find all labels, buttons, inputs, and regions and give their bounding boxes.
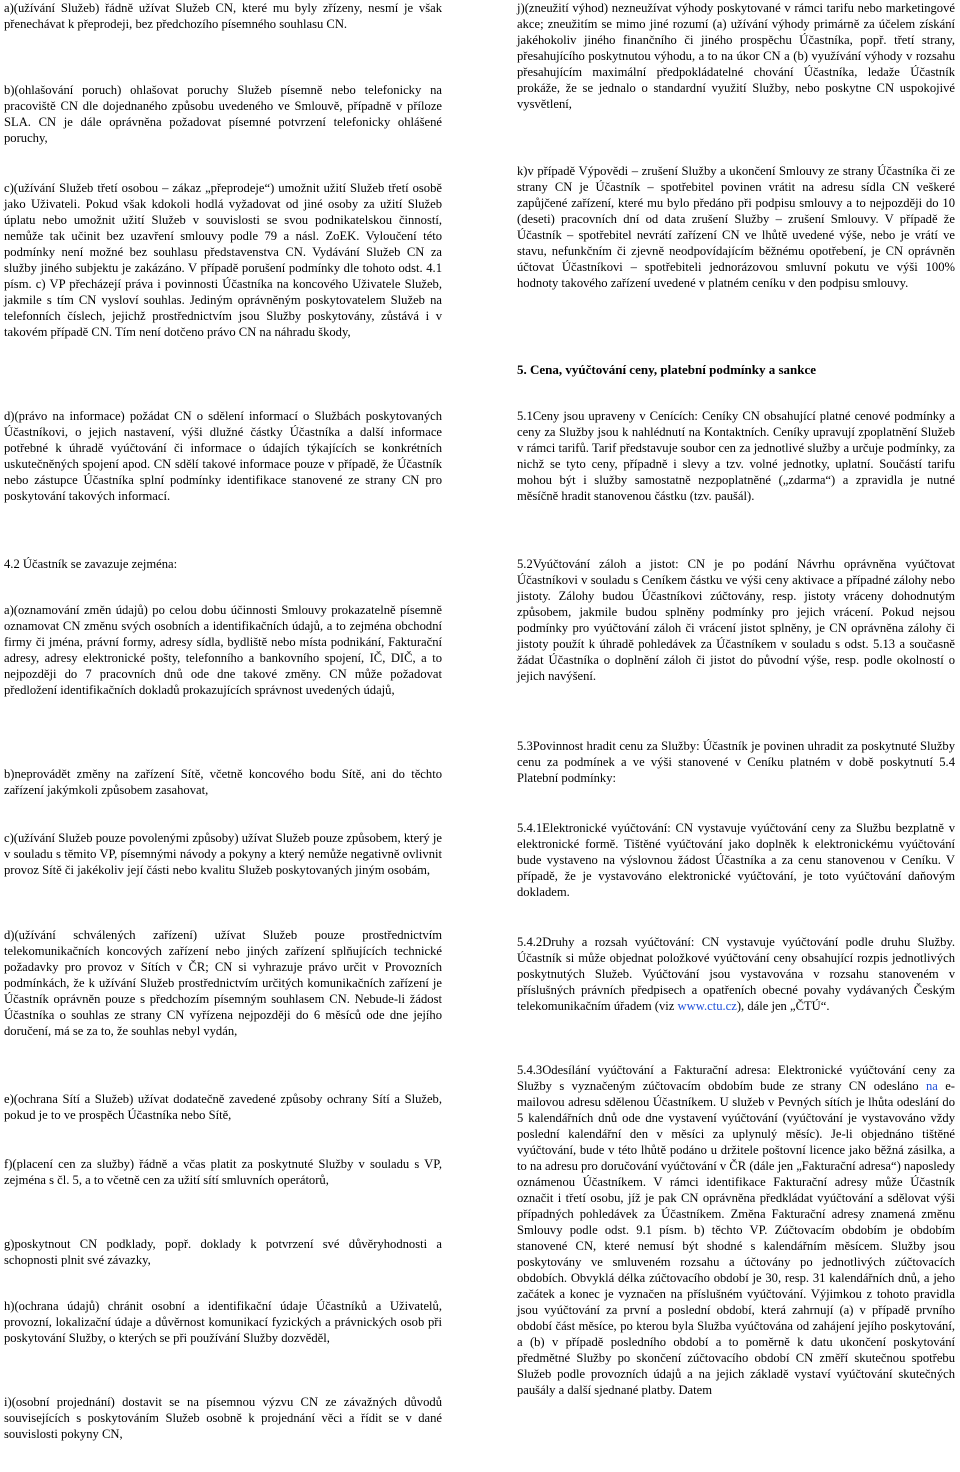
clause-j-benefit-abuse: j)(zneužití výhod) nezneužívat výhody poskytované v rámci tarifu nebo marketingové akce; zneužitím se mimo jiné rozumí (a) užívání výhody primárně za účelem získání jakéhokoliv jiného finančního či jiného prospěchu Účastníka, popř. třetí strany, přesahujícího poskytnutou výhodu, a to na úkor CN a (b) využívání výhody v rozsahu přesahujícím maximální předpokládatelné chování Účastníka, ledaže Účastník prokáže, že se jednalo o standardní využití Služby, nebo poskytne CN uspokojivé vysvětlení,: [517, 1, 955, 111]
clause-h2-data-protection: h)(ochrana údajů) chránit osobní a identifikační údaje Účastníků a Uživatelů, provozní, lokalizační údaje a důvěrnost komunikací fyzických a právnických osob při poskytování Služby, o kterých se při používání Služby dozvěděl,: [4, 1299, 442, 1345]
clause-g2-documents: g)poskytnout CN podklady, popř. doklady k potvrzení své důvěryhodnosti a schopnosti plnit své závazky,: [4, 1237, 442, 1267]
clause-k-termination: k)v případě Výpovědi – zrušení Služby a ukončení Smlouvy ze strany Účastníka či ze strany CN je Účastník – spotřebitel povinen vrátit na adresu sídla CN veškeré zapůjčené zařízení, které mu bylo předáno při podpisu smlouvy a to nejpozději do 10 (deseti) pracovních dní od data zrušení Služby – zrušení Smlouvy. V případě že Účastník – spotřebitel nevrátí zařízení CN ve lhůtě uvedené výše, nebo je vrátí ve stavu, nefunkčním či zjevně neodpovídajícím běžnému opotřebení, je CN oprávněn účtovat Účastníkovi – spotřebiteli jednorázovou smluvní pokutu ve výši 100% hodnoty takového zařízení uvedené v platném ceníku v den podpisu smlouvy.: [517, 164, 955, 290]
section-5-heading: 5. Cena, vyúčtování ceny, platební podmínky a sankce: [517, 362, 817, 377]
section-5-4-3-text: 5.4.3Odesílání vyúčtování a Fakturační adresa: Elektronické vyúčtování ceny za Služby s vyznačeným zúčtovacím obdobím bude ze strany CN odesláno: [517, 1063, 955, 1093]
clause-i2-personal-meeting: i)(osobní projednání) dostavit se na písemnou výzvu CN ze závažných důvodů souvisejících s poskytováním Služeb osobně k projednání věci a řídit se v dané souvislosti pokyny CN,: [4, 1395, 442, 1441]
section-5-4-2-billing-types: [517, 934, 955, 1014]
clause-f2-payment: f)(placení cen za služby) řádně a včas platit za poskytnuté Služby v souladu s VP, zejména s čl. 5, a to včetně cen za užití sítí smluvních operátorů,: [4, 1157, 442, 1187]
clause-e2-network-protection: e)(ochrana Sítí a Služeb) užívat dodatečně zavedené způsoby ochrany Sítí a Služeb, pokud je to ve prospěch Účastníka nebo Sítě,: [4, 1092, 442, 1122]
clause-d2-approved-devices: d)(užívání schválených zařízení) užívat Služeb pouze prostřednictvím telekomunikačních koncových zařízení nebo jiných zařízení splňujících technické požadavky pro provoz v Sítích v ČR; CN si vyhrazuje právo určit v Provozních podmínkách, že k užívání Služeb prostřednictvím určitých komunikačních zařízení je Účastník oprávněn pouze s předchozím písemným souhlasem CN. Nebude-li žádost Účastníka o souhlas ze strany CN vyřízena nejpozději do 6 měsíců ode dne jejího doručení, má se za to, že souhlas nebyl vydán,: [4, 928, 442, 1038]
clause-c-third-party-use: c)(užívání Služeb třetí osobou – zákaz „přeprodeje“) umožnit užití Služeb třetí osobě jako Uživateli. Pokud však kdokoli hodlá vyžadovat od jiné osoby za užití Služeb úplatu nebo umožnit užití Služeb v souvislosti se svou podnikatelskou činností, nemůže tak učinit bez uzavření smlouvy podle 79 a násl. ZoEK. Vyloučení této podmínky není možné bez souhlasu představenstva CN. Vydávání Služeb CN za služby jiného subjektu je zakázáno. V případě porušení podmínky dle tohoto odst. 4.1 písm. c) VP přecházejí práva i povinnosti Účastníka na koncového Uživatele Služeb, jakmile s tím CN vysloví souhlas. Jediným oprávněným poskytovatelem Služeb na telefonních číslech, jejichž prostřednictvím jsou Služby poskytovány, zůstává i v takovém případě CN. Tím není dotčeno právo CN na náhradu škody,: [4, 181, 442, 339]
clause-d-right-to-information: d)(právo na informace) požádat CN o sdělení informací o Službách poskytovaných Účastníkovi, o jejich nastavení, výši dlužné částky Účastníka a další informace potřebné k úhradě vyúčtování či informace o údajích týkajících se konkrétních uskutečněných spojení apod. CN sdělí takové informace pouze v případě, že Účastník nebo zástupce Účastníka splní podmínky identifikace stanovené ze strany CN pro poskytování takových informací.: [4, 409, 442, 503]
ctu-link[interactable]: www.ctu.cz: [677, 999, 737, 1013]
section-5-4-3-billing-address: [517, 1062, 955, 1398]
section-5-2-deposits: 5.2Vyúčtování záloh a jistot: CN je po podání Návrhu oprávněna vyúčtovat Účastníkovi v souladu s Ceníkem částku ve výši ceny aktivace a případné zálohy nebo jistoty. Zálohy budou Účastníkovi zúčtovány, resp. jistoty vráceny dohodnutým způsobem, jakmile budou splněny podmínky pro jejich vrácení. Pokud nejsou podmínky pro vyúčtování záloh či vrácení jistot splněny, je CN oprávněna zálohy či jistoty použít k úhradě pohledávek za Účastníkem v souladu s odst. 5.13 a současně žádat Účastníka o doplnění záloh či jistot do původní výše, resp. podle okolností o jejich navýšení.: [517, 557, 955, 683]
section-5-4-3-text-end: e-mailovou adresu sdělenou Účastníkem. U služeb v Pevných sítích je lhůta odeslání do 5 kalendářních dnů ode dne vystavení vyúčtování (vyúčtování je vystavováno vždy poslední kalendářní den v měsíci za uplynulý měsíc). Je-li objednáno tištěné vyúčtování, bude v této lhůtě podáno u držitele poštovní licence jako běžná zásilka, a to na adresu pro doručování vyúčtování v ČR (dále jen „Fakturační adresa“) naposledy oznámenou Účastníkem. V rámci identifikace Fakturační adresy může Účastník označit i třetí osobu, jíž je pak CN oprávněna předkládat vyúčtování a sdělovat výši případných pohledávek za Účastníkem. Změna Fakturační adresy znamená změnu Smlouvy podle odst. 9.1 písm. b) těchto VP. Zúčtovacím obdobím je obdobím stanovené CN, které nemusí být shodné s kalendářním měsícem. Služby jsou poskytovány ve smluveném rozsahu a účtovány po jednotlivých zúčtovacích obdobích. Obvyklá délka zúčtovacího období je 30, resp. 31 kalendářních dnů, a jeho začátek a konec je vyznačen na příslušném vyúčtování. Výjimkou z tohoto pravidla jsou vyúčtování za první a poslední období, která zahrnují (a) v případě prvního období část měsíce, po kterou byla Služba vyúčtována od zahájení jejího poskytování, a (b) v případě posledního období a to poměrně k datu ukončení poskytování předmětné Služby po skončení zúčtovacího období CN změří skutečnou spotřebu Služeb podle provozních údajů a na jejich základě vystaví vyúčtování skutečných paušály a další sjednané platby. Datem: [517, 1079, 956, 1397]
clause-b-fault-reporting: b)(ohlašování poruch) ohlašovat poruchy Služeb písemně nebo telefonicky na pracoviště CN dle dojednaného způsobu uvedeného ve Smlouvě, případně v příloze SLA. CN je dále oprávněna požadovat písemné potvrzení telefonicky ohlášené poruchy,: [4, 83, 442, 145]
section-5-3-payment-duty: 5.3Povinnost hradit cenu za Služby: Účastník je povinen uhradit za poskytnuté Služby cenu za podmínek a ve výši stanovené v Ceníku platném v době poskytnutí 5.4 Platební podmínky:: [517, 739, 955, 785]
clause-c2-permitted-use: c)(užívání Služeb pouze povolenými způsoby) užívat Služeb pouze způsobem, který je v souladu s těmito VP, písemnými návody a pokyny a který nemůže negativně ovlivnit provoz Sítě či jakékoliv její části nebo kvalitu Služeb poskytovaných jiným osobám,: [4, 831, 442, 877]
clause-b2-network-changes: b)neprovádět změny na zařízení Sítě, včetně koncového bodu Sítě, ani do těchto zařízení jakýmkoli způsobem zasahovat,: [4, 767, 442, 797]
na-link[interactable]: na: [925, 1079, 938, 1093]
section-5-1-prices: 5.1Ceny jsou upraveny v Cenících: Ceníky CN obsahující platné cenové podmínky a ceny za Služby jsou k nahlédnutí na Kontaktních. Ceníky upravují zpoplatnění Služeb v rámci tarifů. Tarif představuje soubor cen za jednotlivé služby a určuje podmínky, za nichž se tyto ceny, případně i slevy a tzv. volné jednotky, uplatní. Součástí tarifu mohou být i služby samostatně nezpoplatněné („zdarma“) a zpravidla je nutné měsíčně hradit stanovenou částku (tzv. paušál).: [517, 409, 955, 503]
section-5-4-2-text: 5.4.2Druhy a rozsah vyúčtování: CN vystavuje vyúčtování podle druhu Služby. Účastník si může objednat položkové vyúčtování ceny obsahující rozpis jednotlivých poskytnutých Služeb. Vyúčtování jsou vystavována v rozsahu stanoveném v příslušných právních předpisech a opatřeních obecné povahy vydávaných Českým telekomunikačním úřadem (viz: [517, 935, 955, 1013]
clause-a-using-services: a)(užívání Služeb) řádně užívat Služeb CN, které mu byly zřízeny, nesmí je však přenechávat k přeprodeji, bez předchozího písemného souhlasu CN.: [4, 1, 442, 31]
clause-a2-data-changes: a)(oznamování změn údajů) po celou dobu účinnosti Smlouvy prokazatelně písemně oznamovat CN změnu svých osobních a identifikačních údajů, a to zejména obchodní firmy či jména, právní formy, adresy sídla, bydliště nebo místa podnikání, Fakturační adresy, adresy elektronické pošty, telefonního a bankovního spojení, IČ, DIČ, a to nejpozději do 7 pracovních dnů ode dne takové změny. CN může požadovat předložení identifikačních dokladů prokazujících správnost uvedených údajů,: [4, 603, 442, 697]
section-5-4-2-text-end: ), dále jen „ČTÚ“.: [736, 999, 830, 1013]
section-5-4-1-electronic-billing: 5.4.1Elektronické vyúčtování: CN vystavuje vyúčtování ceny za Službu bezplatně v elektronické formě. Tištěné vyúčtování jako doplněk k elektronickému vyúčtování bude vystaveno na výslovnou žádost Účastníka a za cenu stanovenou v Ceníku. V případě, že je vystavováno elektronické vyúčtování, je toto vyúčtování daňovým dokladem.: [517, 821, 955, 899]
section-4-2-heading: 4.2 Účastník se zavazuje zejména:: [4, 557, 178, 571]
